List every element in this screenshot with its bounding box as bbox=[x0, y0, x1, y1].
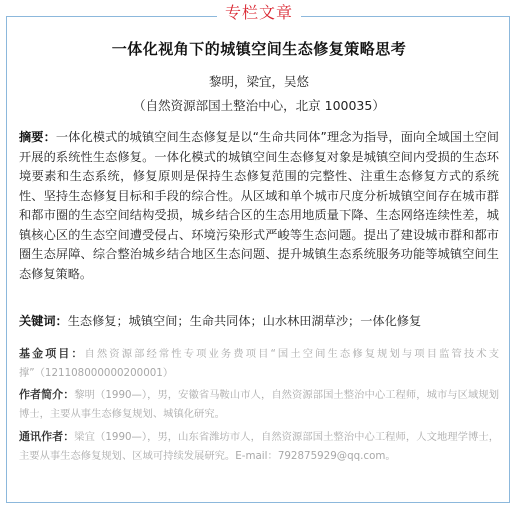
keywords-paragraph bbox=[19, 312, 499, 331]
author-bio-label: 作者简介： bbox=[19, 388, 75, 401]
affiliation-line: （自然资源部国土整治中心，北京 100035） bbox=[133, 98, 385, 113]
keywords-label: 关键词： bbox=[19, 314, 68, 328]
author-bio-text: 黎明（1990—），男，安徽省马鞍山市人，自然资源部国土整治中心工程师，城市与区域规划博士，主要从事生态修复规划、城镇化研究。 bbox=[19, 389, 499, 420]
column-tag bbox=[0, 2, 518, 24]
corresponding-author-text: 梁宜（1990—），男，山东省潍坊市人，自然资源部国土整治中心工程师，人文地理学博士，主要从事生态修复规划、区域可持续发展研究。E-mail：792875929@qq.com。 bbox=[19, 431, 499, 462]
corresponding-author-paragraph bbox=[19, 427, 499, 466]
column-tag-label: 专栏文章 bbox=[217, 2, 301, 24]
article-title: 一体化视角下的城镇空间生态修复策略思考 bbox=[111, 40, 407, 58]
keywords-text: 生态修复；城镇空间；生命共同体；山水林田湖草沙；一体化修复 bbox=[67, 314, 422, 328]
fund-label: 基金项目： bbox=[19, 347, 85, 360]
fund-paragraph bbox=[19, 344, 499, 383]
abstract-paragraph bbox=[19, 128, 499, 284]
fund-text: 自然资源部经常性专项业务费项目“国土空间生态修复规划与项目监管技术支撑”（121108000000200001） bbox=[19, 348, 499, 379]
corresponding-author-label: 通讯作者： bbox=[19, 430, 75, 443]
author-bio-paragraph bbox=[19, 385, 499, 424]
abstract-label: 摘要： bbox=[19, 130, 56, 144]
author-line: 黎明，梁宜，吴悠 bbox=[208, 74, 309, 89]
abstract-text: 一体化模式的城镇空间生态修复是以“生命共同体”理念为指导，面向全域国土空间开展的系统性生态修复。一体化模式的城镇空间生态修复对象是城镇空间内受损的生态环境要素和生态系统，修复原则是保持生态修复范围的完整性、注重生态修复方式的系统性、坚持生态修复目标和手段的综合性。从区域和单个城市尺度分析城镇空间存在城市群和都市圈的生态空间结构受损，城乡结合区的生态用地质量下降、生态网络连续性差，城镇核心区的生态空间遭受侵占、环境污染形式严峻等生态问题。提出了建设城市群和都市圈生态屏障、综合整治城乡结合地区生态问题、提升城镇生态系统服务功能等城镇空间生态修复策略。 bbox=[19, 130, 499, 281]
